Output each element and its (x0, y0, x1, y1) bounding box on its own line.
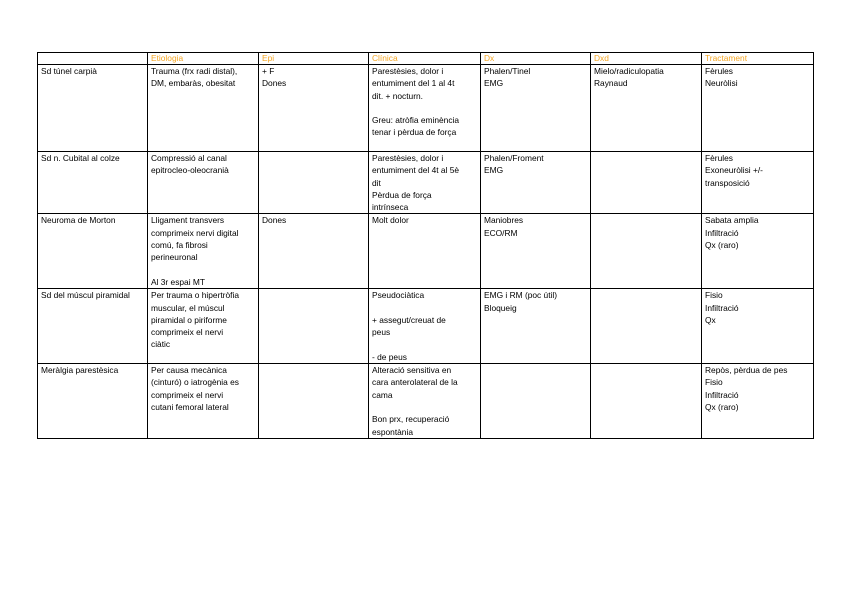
cell-text-line: piramidal o piriforme (151, 314, 227, 325)
cell-text-line: Meràlgia parestèsica (41, 365, 119, 376)
cell-clinica (369, 364, 481, 439)
cell-etiologia (148, 364, 259, 439)
cell-text-line: Dones (262, 215, 287, 226)
cell-text-line: Exoneuròlisi +/- (705, 165, 763, 176)
cell-text-line: Mielo/radiculopatia (594, 66, 664, 76)
table-row (38, 152, 814, 214)
cell-text-line: Infiltració (705, 389, 739, 400)
cell-tractament (702, 65, 814, 152)
cell-epi (259, 214, 369, 289)
table-row (38, 364, 814, 439)
cell-text-line: dit. + nocturn. (372, 90, 423, 101)
cell-text-line: entumiment del 4t al 5è (372, 165, 460, 176)
cell-text-line: Lligament transvers (151, 215, 225, 226)
cell-text-line: intrínseca (372, 202, 409, 213)
cell-epi (259, 364, 369, 439)
cell-text-line: cara anterolateral de la (372, 377, 458, 388)
header-cell-etiologia: Etiologia (148, 53, 259, 65)
header-cell-tractament: Tractament (702, 53, 814, 65)
cell-text-line: EMG (484, 165, 504, 176)
cell-dxd (591, 152, 702, 214)
cell-text-line (372, 401, 477, 413)
cell-text-line: (cinturó) o iatrogènia es (151, 377, 239, 388)
cell-name (38, 364, 148, 439)
cell-text-line: comú, fa fibrosi (151, 240, 208, 251)
cell-text-line: muscular, el múscul (151, 302, 225, 313)
header-cell-empty (38, 53, 148, 65)
table-header-row (38, 53, 814, 65)
cell-text-line: Pèrdua de força (372, 189, 432, 200)
cell-dxd (591, 214, 702, 289)
cell-text-line: Neuroma de Morton (41, 215, 116, 226)
cell-text-line: Greu: atròfia eminència (372, 115, 460, 126)
cell-epi (259, 289, 369, 364)
cell-text-line: Qx (705, 314, 716, 325)
cell-name (38, 152, 148, 214)
cell-text-line: EMG i RM (poc útil) (484, 290, 558, 301)
cell-tractament (702, 289, 814, 364)
cell-text-line: Repòs, pèrdua de pes (705, 365, 788, 376)
cell-text-line: Fèrules (705, 153, 733, 163)
cell-epi (259, 152, 369, 214)
cell-text-line: Fèrules (705, 66, 733, 76)
cell-tractament (702, 152, 814, 214)
table-row (38, 214, 814, 289)
header-cell-dxd: Dxd (591, 53, 702, 65)
cell-dxd (591, 289, 702, 364)
cell-text-line: Phalen/Froment (484, 153, 544, 163)
cell-text-line: Trauma (frx radi distal), (151, 66, 238, 76)
cell-text-line: transposició (705, 177, 750, 188)
cell-text-line: + F (262, 66, 275, 76)
cell-name (38, 65, 148, 152)
cell-text-line: cama (372, 389, 393, 400)
cell-text-line: dit (372, 177, 381, 188)
cell-text-line: Infiltració (705, 227, 739, 238)
cell-text-line: entumiment del 1 al 4t (372, 78, 455, 89)
cell-text-line: Bon prx, recuperació (372, 414, 450, 425)
cell-text-line: - de peus (372, 351, 407, 362)
header-cell-epi: Epi (259, 53, 369, 65)
cell-text-line: Per trauma o hipertròfia (151, 290, 239, 301)
cell-text-line: espontània (372, 426, 413, 437)
cell-text-line (372, 338, 477, 350)
cell-text-line: Fisio (705, 290, 723, 301)
cell-text-line: ciàtic (151, 339, 171, 350)
cell-etiologia (148, 65, 259, 152)
cell-clinica (369, 214, 481, 289)
cell-text-line: Neuròlisi (705, 78, 738, 89)
cell-text-line (151, 264, 255, 276)
cell-dx (481, 364, 591, 439)
cell-name (38, 289, 148, 364)
cell-text-line: Compressió al canal (151, 153, 227, 163)
cell-text-line: Maniobres (484, 215, 524, 226)
cell-clinica (369, 289, 481, 364)
cell-text-line: Sabata amplia (705, 215, 759, 226)
header-cell-dx: Dx (481, 53, 591, 65)
cell-text-line: Bloqueig (484, 302, 517, 313)
cell-text-line: tenar i pèrdua de força (372, 127, 457, 138)
cell-text-line: Al 3r espai MT (151, 276, 205, 287)
cell-text-line: Alteració sensitiva en (372, 365, 452, 376)
cell-text-line: Parestèsies, dolor i (372, 153, 444, 163)
cell-etiologia (148, 289, 259, 364)
cell-text-line: comprimeix nervi digital (151, 227, 239, 238)
cell-text-line: + assegut/creuat de (372, 314, 446, 325)
table-row (38, 65, 814, 152)
cell-etiologia (148, 152, 259, 214)
cell-epi (259, 65, 369, 152)
cell-text-line: ECO/RM (484, 227, 518, 238)
cell-text-line: Sd n. Cubital al colze (41, 153, 120, 163)
cell-text-line: cutani femoral lateral (151, 401, 229, 412)
cell-dx (481, 214, 591, 289)
cell-text-line: Dones (262, 78, 287, 89)
cell-text-line: epitrocleo-oleocranià (151, 165, 229, 176)
cell-dx (481, 65, 591, 152)
cell-name (38, 214, 148, 289)
cell-clinica (369, 65, 481, 152)
cell-text-line: Parestèsies, dolor i (372, 66, 444, 76)
cell-text-line: perineuronal (151, 252, 198, 263)
cell-text-line: Phalen/Tinel (484, 66, 531, 76)
cell-clinica (369, 152, 481, 214)
cell-text-line: Sd túnel carpià (41, 66, 97, 76)
cell-text-line: Per causa mecànica (151, 365, 227, 376)
cell-text-line: Molt dolor (372, 215, 409, 226)
cell-tractament (702, 214, 814, 289)
cell-dxd (591, 364, 702, 439)
header-cell-clinica: Clínica (369, 53, 481, 65)
cell-dxd (591, 65, 702, 152)
cell-tractament (702, 364, 814, 439)
cell-text-line: Sd del múscul piramidal (41, 290, 130, 301)
cell-text-line: Fisio (705, 377, 723, 388)
cell-text-line (372, 102, 477, 114)
cell-text-line: Pseudociàtica (372, 290, 425, 301)
cell-text-line: Infiltració (705, 302, 739, 313)
document-page (37, 52, 813, 439)
syndromes-table (37, 52, 814, 439)
cell-text-line: Raynaud (594, 78, 628, 89)
cell-dx (481, 289, 591, 364)
table-row (38, 289, 814, 364)
cell-text-line: Qx (raro) (705, 401, 739, 412)
cell-dx (481, 152, 591, 214)
cell-text-line: Qx (raro) (705, 240, 739, 251)
cell-text-line: DM, embaràs, obesitat (151, 78, 236, 89)
cell-text-line: peus (372, 327, 391, 338)
cell-etiologia (148, 214, 259, 289)
cell-text-line: comprimeix el nervi (151, 389, 224, 400)
cell-text-line: EMG (484, 78, 504, 89)
cell-text-line (372, 302, 477, 314)
cell-text-line: comprimeix el nervi (151, 327, 224, 338)
